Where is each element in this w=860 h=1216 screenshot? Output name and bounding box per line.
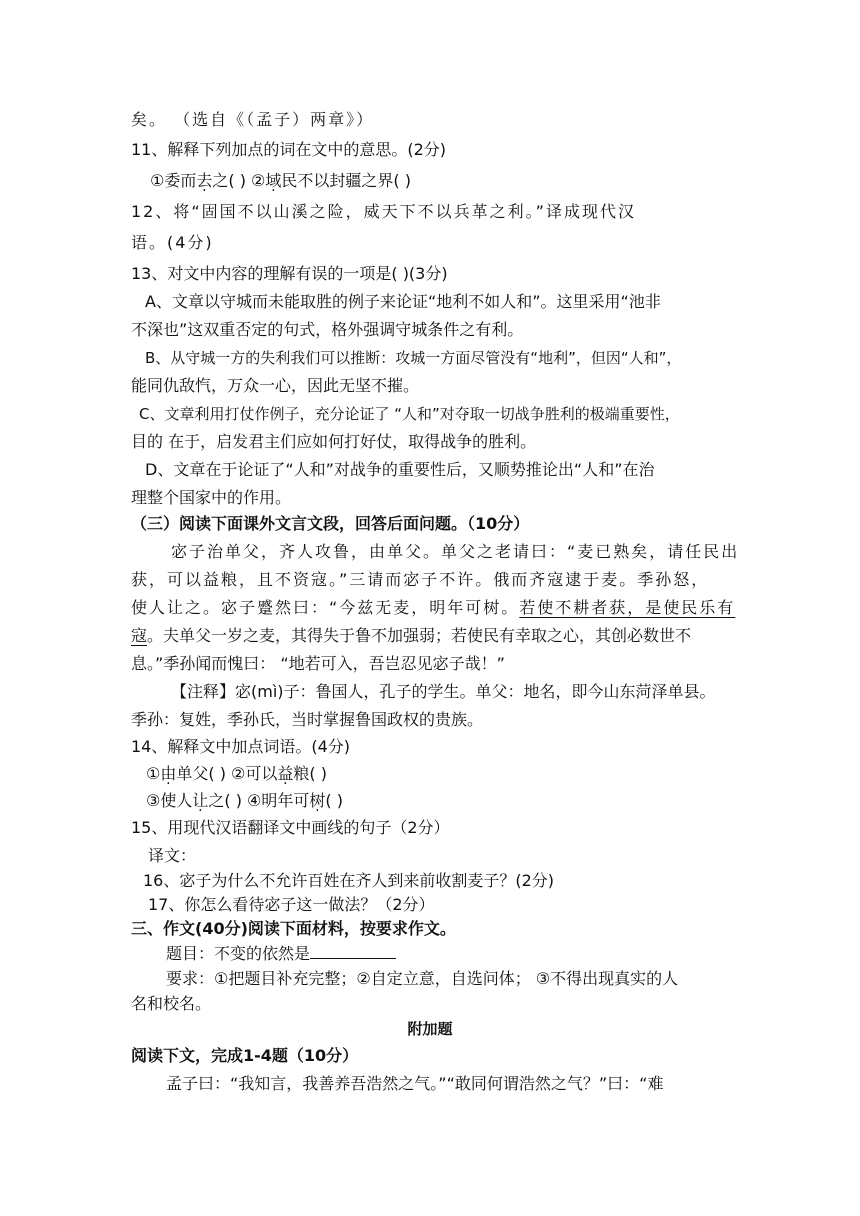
question-16: 16、宓子为什么不允许百姓在齐人到来前收割麦子？(2分) (143, 871, 555, 890)
question-12: 12、将“固国不以山溪之险，威天下不以兵革之利。”译成现代汉 (131, 202, 636, 221)
underlined-sentence: 若使不耕者获，是使民乐有 (519, 598, 736, 617)
essay-title-line: 题目：不变的依然是 (166, 942, 396, 966)
option-a-cont: 不深也”这双重否定的句式，格外强调守城条件之有利。 (131, 320, 524, 339)
option-d-cont: 理整个国家中的作用。 (131, 488, 292, 507)
question-14-items-row-2: ③使人让之( ) ④明年可树( ) (146, 791, 343, 810)
underlined-sentence-end: 寇 (131, 626, 148, 645)
section-composition-heading: 三、作文(40分)阅读下面材料，按要求作文。 (131, 919, 456, 938)
bonus-heading: 附加题 (407, 1020, 453, 1038)
title-blank (310, 942, 396, 959)
question-14-items-row-1: ①由单父( ) ②可以益粮( ) (146, 764, 327, 783)
passage-line-4: 寇。夫单父一岁之麦，其得失于鲁不加强弱；若使民有幸取之心，其创必数世不 (131, 626, 692, 645)
passage-line-1: 宓子治单父，齐人攻鲁，由单父。单父之老请曰：“麦已熟矣，请任民出 (171, 542, 740, 561)
essay-requirements-cont: 名和校名。 (131, 994, 212, 1013)
question-11: 11、解释下列加点的词在文中的意思。(2分) (131, 140, 447, 159)
option-c-cont: 目的 在于，启发君主们应如何打好仗，取得战争的胜利。 (131, 432, 537, 451)
dotted-word: 益 (277, 764, 294, 783)
question-11-items: ①委而去之( ) ②域民不以封疆之界( ) (150, 171, 411, 190)
option-a: A、文章以守城而未能取胜的例子来论证“地利不如人和”。这里采用“池非 (145, 292, 661, 311)
question-17: 17、你怎么看待宓子这一做法？（2分） (148, 895, 435, 914)
bonus-instruction: 阅读下文，完成1-4题（10分） (131, 1046, 359, 1065)
essay-requirements: 要求：①把题目补充完整；②自定立意，自选问体； ③不得出现真实的人 (166, 969, 679, 988)
passage-line-5: 息。”季孙闻而愧曰： “地若可入，吾岂忍见宓子哉！” (131, 654, 505, 673)
annotation-line-1: 【注释】宓(mì)子：鲁国人，孔子的学生。单父：地名，即今山东菏泽单县。 (171, 682, 716, 701)
dotted-word: 去 (196, 171, 213, 190)
translation-label: 译文： (148, 846, 197, 865)
annotation-line-2: 季孙：复姓，季孙氏，当时掌握鲁国政权的贵族。 (131, 710, 484, 729)
option-c: C、文章利用打仗作例子，充分论证了 “人和”对夺取一切战争胜利的极端重要性， (139, 405, 680, 423)
dotted-word: 域 (265, 171, 282, 190)
option-b-cont: 能同仇敌忾，万众一心，因此无坚不摧。 (131, 376, 420, 395)
dotted-word: 让 (192, 791, 209, 810)
option-b: B、从守城一方的失利我们可以推断：攻城一方面尽管没有“地利”，但因“人和”， (145, 349, 682, 367)
dotted-word: 树 (309, 791, 326, 810)
question-15: 15、用现代汉语翻译文中画线的句子（2分） (131, 818, 450, 837)
question-14: 14、解释文中加点词语。(4分) (131, 737, 351, 756)
section-3-heading: （三）阅读下面课外文言文段，回答后面问题。（10分） (131, 514, 530, 533)
dotted-word: 由 (160, 764, 177, 783)
question-13: 13、对文中内容的理解有误的一项是( )(3分) (131, 264, 448, 283)
option-d: D、文章在于论证了“人和”对战争的重要性后，又顺势推论出“人和”在治 (145, 460, 655, 479)
question-12-cont: 语。(4分) (131, 233, 214, 252)
passage-line-3: 使人让之。宓子蹙然曰：“今兹无麦，明年可树。若使不耕者获，是使民乐有 (131, 598, 736, 617)
bonus-passage-line-1: 孟子曰：“我知言，我善养吾浩然之气。”“敢同何谓浩然之气？”曰：“难 (166, 1074, 664, 1093)
passage-line-2: 获，可以益粮，且不资寇。”三请而宓子不许。俄而齐寇逮于麦。季孙怒， (131, 570, 710, 589)
source-citation-line: 矣。 （选自《（孟子）两章》） (131, 110, 375, 129)
